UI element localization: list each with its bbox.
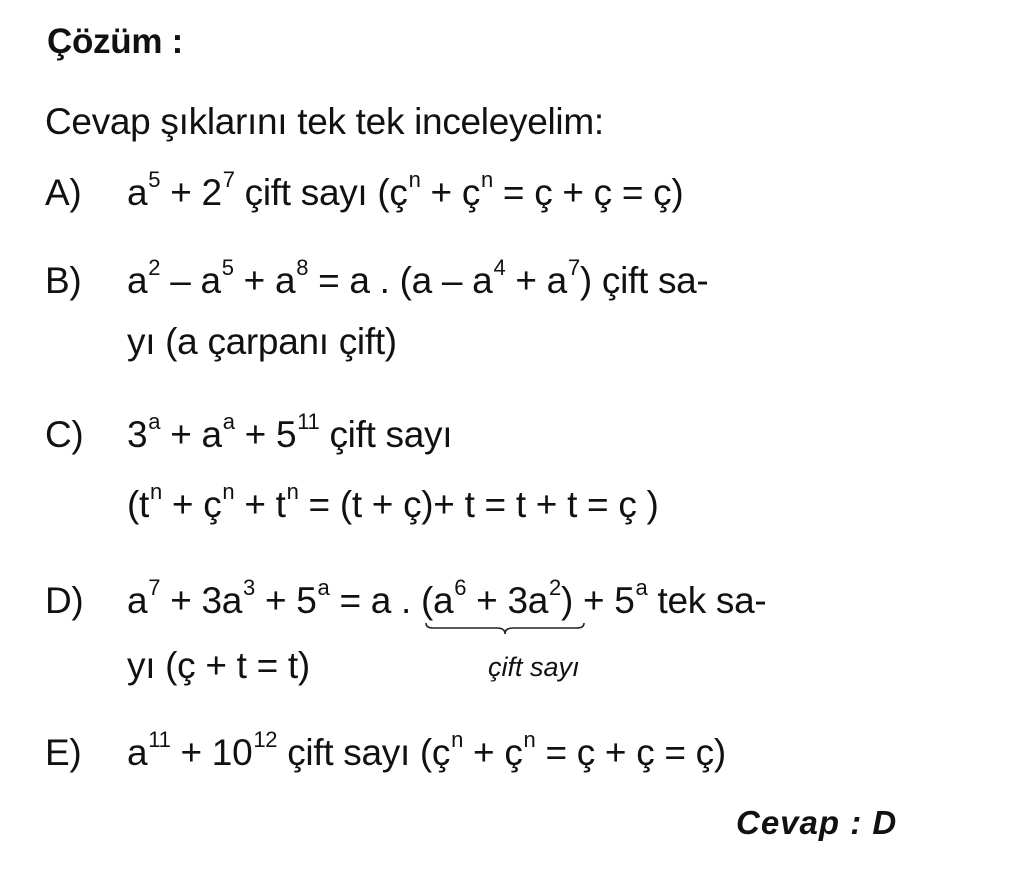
- option-b-expression: $a^2 - a^5 + a^8 = a$ . $(a - a^4 + a^7)$ çift sa-: [127, 255, 709, 301]
- option-c-label: C): [45, 414, 84, 455]
- final-answer: Cevap : D: [736, 804, 898, 841]
- option-b-continuation: yı (a çarpanı çift): [127, 321, 397, 362]
- underbrace-note: çift sayı: [488, 652, 580, 682]
- option-c-expression: $3^a + a^a + 5^{11}$ çift sayı: [127, 409, 453, 455]
- underbraced-factor: $(a^6 + 3a^2)$: [421, 582, 573, 619]
- option-d-expression: $a^7 + 3a^3 + 5^a = a$ . $(a^6 + 3a^2)$ + $5^a$ tek sa-: [127, 582, 766, 619]
- option-e-label: E): [45, 732, 82, 773]
- option-d-label: D): [45, 580, 84, 621]
- option-e-expression: $a^{11} + 10^{12}$ çift sayı ($ç^n$ + $ç^n$ = ç + ç = ç): [127, 727, 726, 773]
- underbrace: [425, 622, 585, 636]
- intro-text: Cevap şıklarını tek tek inceleyelim:: [45, 101, 604, 142]
- option-a-label: A): [45, 172, 82, 213]
- option-d-continuation: yı (ç + t = t): [127, 645, 310, 686]
- solution-title: Çözüm :: [47, 22, 183, 61]
- option-b-label: B): [45, 260, 82, 301]
- option-a-expression: $a^5 + 2^7$ çift sayı ($ç^n$ + $ç^n$ = ç + ç = ç): [127, 167, 684, 213]
- option-c-reasoning: ($t^n$ + $ç^n + t^n = (t$ + ç)+ t = t + t = ç ): [127, 479, 659, 525]
